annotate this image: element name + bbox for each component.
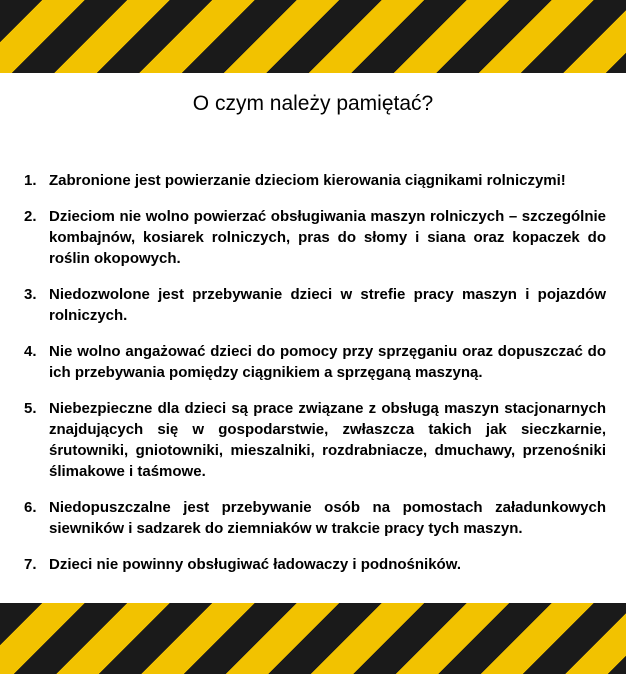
- list-item: [24, 341, 606, 383]
- rule-text: Niedozwolone jest przebywanie dzieci w strefie pracy maszyn i pojazdów rolniczych.: [49, 286, 606, 324]
- rule-number: 7.: [24, 556, 37, 573]
- rule-text: Dzieciom nie wolno powierzać obsługiwania maszyn rolniczych – szczególnie kombajnów, kosiarek rolniczych, pras do słomy i siana oraz kopaczek do roślin okopowych.: [49, 208, 606, 267]
- rule-number: 6.: [24, 499, 37, 516]
- list-item: [24, 497, 606, 539]
- rule-number: 1.: [24, 172, 37, 189]
- list-item: [24, 206, 606, 269]
- rule-number: 5.: [24, 400, 37, 417]
- rule-text: Dzieci nie powinny obsługiwać ładowaczy i podnośników.: [49, 556, 462, 573]
- rule-text: Niebezpieczne dla dzieci są prace związane z obsługą maszyn stacjonarnych znajdujących się w gospodarstwie, zwłaszcza takich jak sieczkarnie, śrutowniki, gniotowniki, mieszalniki, rozdrabniacze, dmuchawy, przenośniki ślimakowe i taśmowe.: [49, 400, 606, 480]
- hazard-stripe-bottom: [0, 603, 626, 674]
- rule-number: 3.: [24, 286, 37, 303]
- rule-text: Niedopuszczalne jest przebywanie osób na pomostach załadunkowych siewników i sadzarek do ziemniaków w trakcie pracy tych maszyn.: [49, 499, 606, 537]
- rule-number: 4.: [24, 343, 37, 360]
- rule-text: Zabronione jest powierzanie dzieciom kierowania ciągnikami rolniczymi!: [49, 172, 566, 189]
- list-item: [24, 398, 606, 482]
- hazard-stripe-top: [0, 0, 626, 73]
- rule-text: Nie wolno angażować dzieci do pomocy przy sprzęganiu oraz dopuszczać do ich przebywania pomiędzy ciągnikiem a sprzęganą maszyną.: [49, 343, 606, 381]
- list-item: [24, 284, 606, 326]
- rule-number: 2.: [24, 208, 37, 225]
- list-item: [24, 554, 606, 575]
- page-title: O czym należy pamiętać?: [192, 92, 434, 115]
- list-item: [24, 170, 606, 191]
- rules-list: [24, 170, 606, 590]
